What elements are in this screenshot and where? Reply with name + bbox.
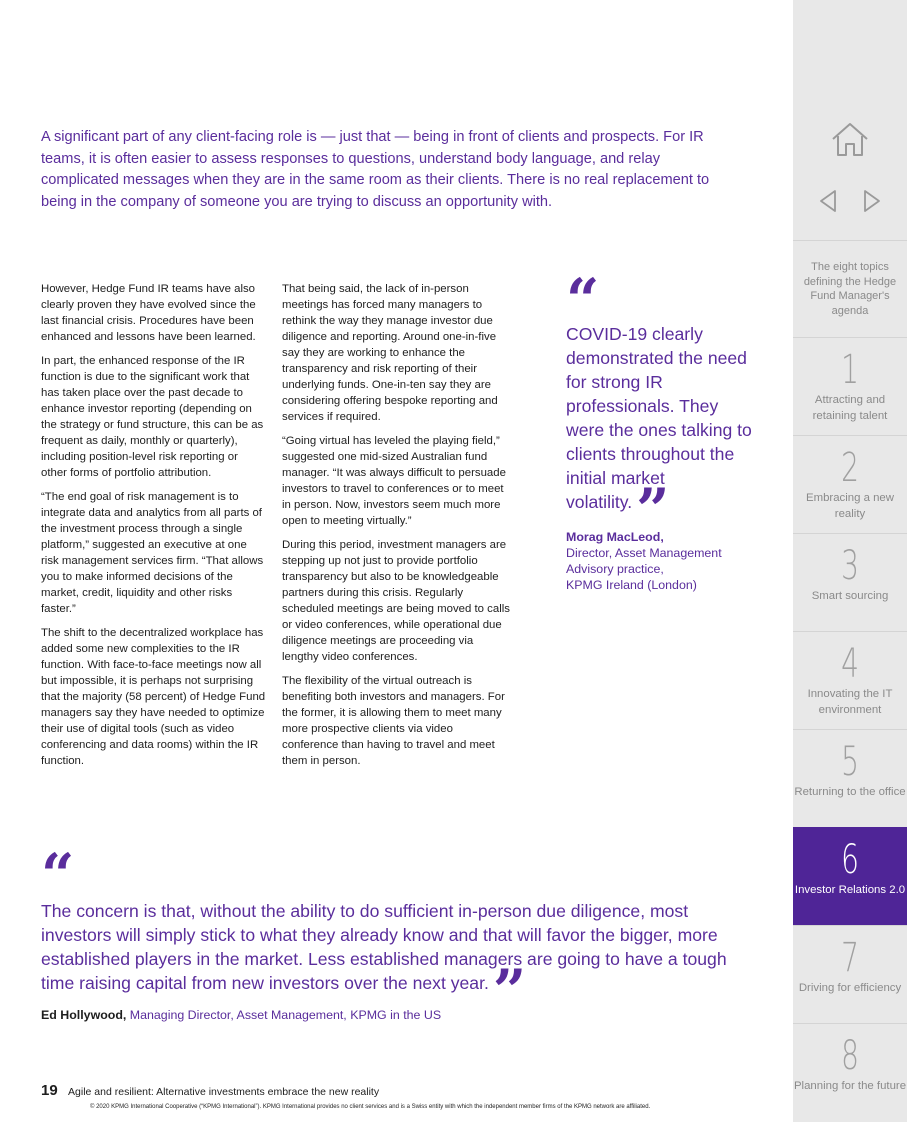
- topic-item-6[interactable]: [793, 827, 907, 925]
- topic-sidebar: [793, 0, 907, 1122]
- pull-quote: [566, 266, 756, 593]
- topic-number: 1: [841, 347, 859, 393]
- paragraph: “The end goal of risk management is to integrate data and analytics from all parts of the investment process through a single platform,” suggested an executive at one risk management services firm. “That allows you to make informed decisions of the market, credit, liquidity and other risks faster.”: [41, 491, 264, 615]
- next-page-arrow-icon[interactable]: [856, 186, 886, 216]
- paragraph: During this period, investment managers are stepping up not just to provide portfolio transparency but also to be knowledgeable partners during this crisis. Regularly scheduled meetings are being moved to calls or video conferences, while operational due diligence meetings are proceeding via lengthy video conferences.: [282, 539, 510, 663]
- open-quote-icon: “: [41, 841, 75, 909]
- home-icon[interactable]: [828, 118, 872, 162]
- paragraph: The shift to the decentralized workplace has added some new complexities to the IR function. With face-to-face meetings now all but impossible, it is perhaps not surprising that the majority (58 percent) of Hedge Fund managers say they have needed to optimize their use of digital tools (such as video conferencing and data rooms) within the IR function.: [41, 627, 266, 767]
- close-quote-icon: ”: [492, 957, 527, 1025]
- quote-text: COVID-19 clearly demonstrated the need for strong IR professionals. They were the ones talking to clients throughout the initial market volatility.: [566, 324, 752, 512]
- page-number: 19: [41, 1082, 58, 1099]
- topic-label: Innovating the IT environment: [807, 688, 893, 716]
- feature-quote-attribution: [41, 1008, 751, 1022]
- quote-text: The concern is that, without the ability to do sufficient in-person due diligence, most investors will simply stick to what they already know and that will favor the bigger, more established players in the market. Less established managers are going to have a tough time raising capital from new investors over the next year.: [41, 901, 727, 993]
- attribution-name: Ed Hollywood,: [41, 1008, 127, 1022]
- paragraph: The flexibility of the virtual outreach is benefiting both investors and managers. For the former, it is allowing them to meet many more prospective clients via video conference than having to travel and meet them in person.: [282, 675, 505, 767]
- topic-item-7[interactable]: [793, 925, 907, 1023]
- topic-label: Attracting and retaining talent: [812, 394, 888, 422]
- topic-number: 2: [841, 445, 859, 491]
- prev-page-arrow-icon[interactable]: [814, 186, 844, 216]
- feature-quote: [41, 841, 751, 1025]
- footer-title: Agile and resilient: Alternative investments embrace the new reality: [68, 1086, 380, 1098]
- attribution-role: Director, Asset Management: [566, 546, 722, 560]
- paragraph: “Going virtual has leveled the playing field,” suggested one mid-sized Australian fund manager. “It was always difficult to persuade investors to travel to conferences or to meet in person. Now, investors seem much more open to meeting virtually.”: [282, 435, 506, 527]
- topic-label: Embracing a new reality: [805, 492, 894, 520]
- attribution-org: KPMG Ireland (London): [566, 578, 697, 592]
- attribution-role: Advisory practice,: [566, 562, 664, 576]
- open-quote-icon: “: [566, 266, 600, 334]
- close-quote-icon: ”: [636, 476, 670, 544]
- topic-label: Returning to the office: [794, 786, 906, 798]
- attribution-name: Morag MacLeod,: [566, 530, 664, 544]
- topic-number: 6: [841, 837, 859, 883]
- topic-item-8[interactable]: [793, 1023, 907, 1121]
- topic-item-1[interactable]: [793, 337, 907, 435]
- intro-paragraph: A significant part of any client-facing role is — just that — being in front of clients and prospects. For IR teams, it is often easier to assess responses to questions, understand body language, and relay complicated messages when they are in the same room as their clients. There is no real replacement to being in the company of someone you are trying to discuss an opportunity with.: [41, 129, 710, 210]
- paragraph: That being said, the lack of in-person meetings has forced many managers to rethink the way they manage investor due diligence and reporting. Around one-in-five say they are working to enhance the transparency and risk reporting of their underlying funds. One-in-ten say they are considering offering bespoke reporting and services if required.: [282, 283, 498, 423]
- page-footer: [41, 1082, 379, 1099]
- topic-number: 3: [841, 543, 859, 589]
- topic-number: 8: [841, 1033, 859, 1079]
- topic-label: Smart sourcing: [811, 590, 889, 602]
- topic-item-5[interactable]: [793, 729, 907, 827]
- paragraph: However, Hedge Fund IR teams have also clearly proven they have evolved since the last financial crisis. Procedures have been enhanced and lessons have been learned.: [41, 283, 256, 343]
- paragraph: In part, the enhanced response of the IR function is due to the significant work that has taken place over the past decade to enhance investor reporting (depending on the strategy or fund structure, this can be as frequent as daily, monthly or quarterly), including position-level risk reporting or other forms of portfolio attribution.: [41, 355, 264, 479]
- body-column-1: [41, 281, 267, 777]
- topic-item-2[interactable]: [793, 435, 907, 533]
- attribution-role: Managing Director, Asset Management, KPMG in the US: [126, 1008, 442, 1022]
- topic-label: Driving for efficiency: [798, 982, 902, 994]
- copyright-notice: © 2020 KPMG International Cooperative (“KPMG International”). KPMG International provides no client services and is a Swiss entity with which the independent member firms of the KPMG network are affiliated.: [90, 1104, 651, 1110]
- pull-quote-attribution: [566, 529, 756, 593]
- topic-number: 7: [841, 935, 859, 981]
- topic-label: Investor Relations 2.0: [794, 884, 906, 896]
- topic-item-4[interactable]: [793, 631, 907, 729]
- topic-item-3[interactable]: [793, 533, 907, 631]
- topic-label: Planning for the future: [793, 1080, 907, 1092]
- topic-number: 4: [841, 641, 859, 687]
- body-column-2: [282, 281, 510, 777]
- topic-number: 5: [841, 739, 859, 785]
- sidebar-header: The eight topics defining the Hedge Fund Manager's agenda: [793, 240, 907, 337]
